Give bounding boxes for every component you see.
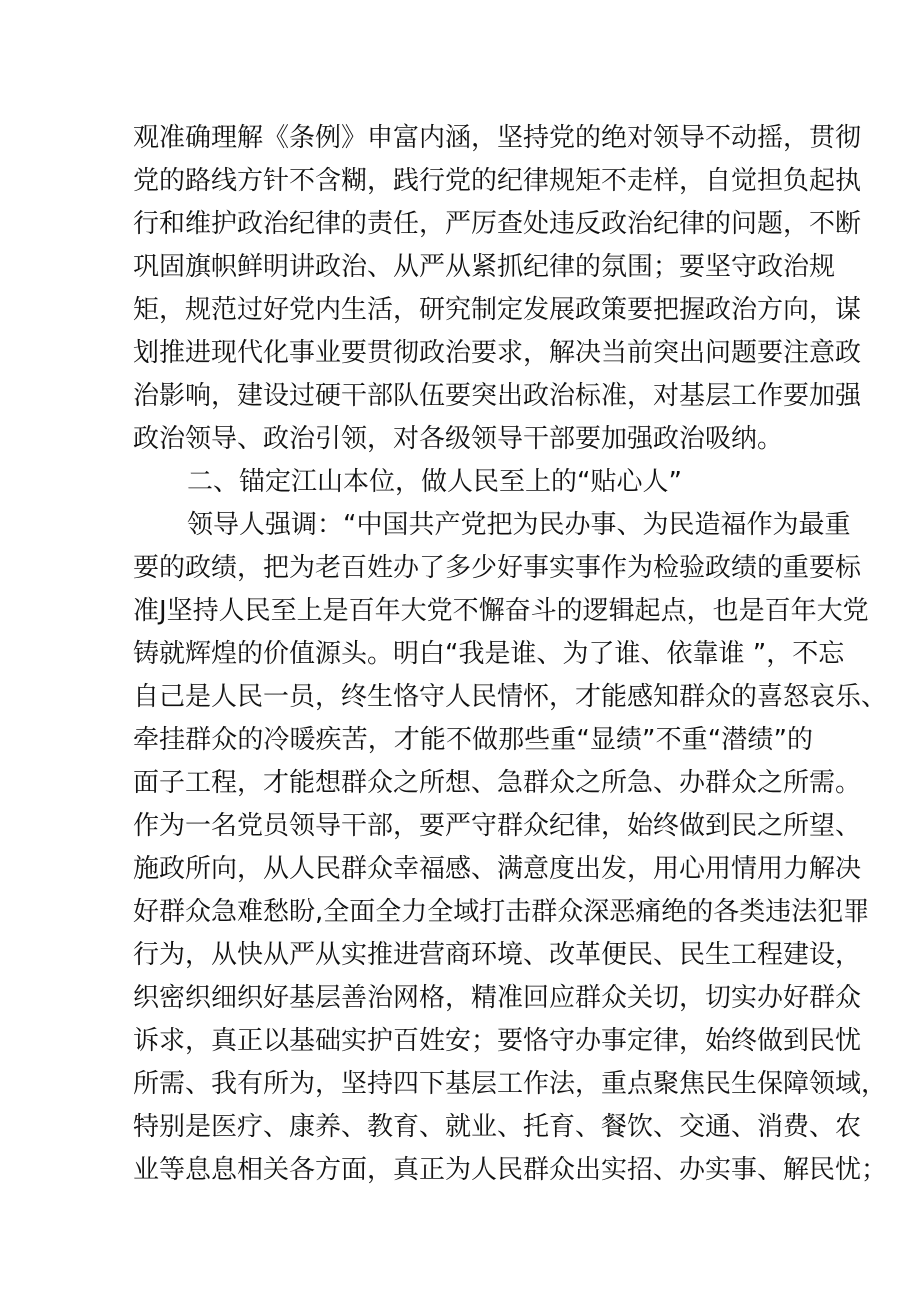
paragraph-line: 准J坚持人民至上是百年大党不懈奋斗的逻辑起点，也是百年大党 <box>133 596 869 626</box>
section-heading: 二、锚定江山本位，做人民至上的“贴心人” <box>187 467 682 497</box>
paragraph-line: 划推进现代化事业要贯彻政治要求，解决当前突出问题要注意政 <box>133 338 862 368</box>
paragraph-line: 领导人强调：“中国共产党把为民办事、为民造福作为最重 <box>187 510 851 540</box>
paragraph-line: 所需、我有所为，坚持四下基层工作法，重点聚焦民生保障领域， <box>133 1069 888 1099</box>
paragraph-line: 观准确理解《条例》申富内涵，坚持党的绝对领导不动摇，贯彻 <box>133 123 862 153</box>
paragraph-line: 行和维护政治纪律的责任，严厉查处违反政治纪律的问题，不断 <box>133 209 862 239</box>
paragraph-line: 党的路线方针不含糊，践行党的纪律规矩不走样，自觉担负起执 <box>133 166 862 196</box>
paragraph-line: 施政所向，从人民群众幸福感、满意度出发，用心用情用力解决 <box>133 854 862 884</box>
paragraph-line: 治影响，建设过硬干部队伍要突出政治标准，对基层工作要加强 <box>133 381 862 411</box>
paragraph-line: 行为，从快从严从实推进营商环境、改革便民、民生工程建设， <box>133 940 862 970</box>
paragraph-line: 铸就辉煌的价值源头。明白“我是谁、为了谁、依靠谁 ”，不忘 <box>133 639 845 669</box>
paragraph-line: 牵挂群众的冷暖疾苦，才能不做那些重“显绩”不重“潜绩”的 <box>133 725 813 755</box>
paragraph-line: 自己是人民一员，终生恪守人民情怀，才能感知群众的喜怒哀乐、 <box>133 682 888 712</box>
paragraph-line: 巩固旗帜鲜明讲政治、从严从紧抓纪律的氛围；要坚守政治规 <box>133 252 836 282</box>
paragraph-line: 诉求，真正以基础实护百姓安；要恪守办事定律，始终做到民忧 <box>133 1026 862 1056</box>
paragraph-line: 织密织细织好基层善治网格，精准回应群众关切，切实办好群众 <box>133 983 862 1013</box>
paragraph-line: 作为一名党员领导干部，要严守群众纪律，始终做到民之所望、 <box>133 811 862 841</box>
paragraph-line: 特别是医疗、康养、教育、就业、托育、餐饮、交通、消费、农 <box>133 1112 862 1142</box>
paragraph-line: 政治领导、政治引领，对各级领导干部要加强政治吸纳。 <box>133 424 784 454</box>
paragraph-line: 业等息息相关各方面，真正为人民群众出实招、办实事、解民忧； <box>133 1155 888 1185</box>
paragraph-line: 面子工程，才能想群众之所想、急群众之所急、办群众之所需。 <box>133 768 862 798</box>
paragraph-line: 要的政绩，把为老百姓办了多少好事实事作为检验政绩的重要标 <box>133 553 862 583</box>
paragraph-line: 好群众急难愁盼,全面全力全域打击群众深恶痛绝的各类违法犯罪 <box>133 897 870 927</box>
paragraph-line: 矩，规范过好党内生活，研究制定发展政策要把握政治方向，谋 <box>133 295 862 325</box>
